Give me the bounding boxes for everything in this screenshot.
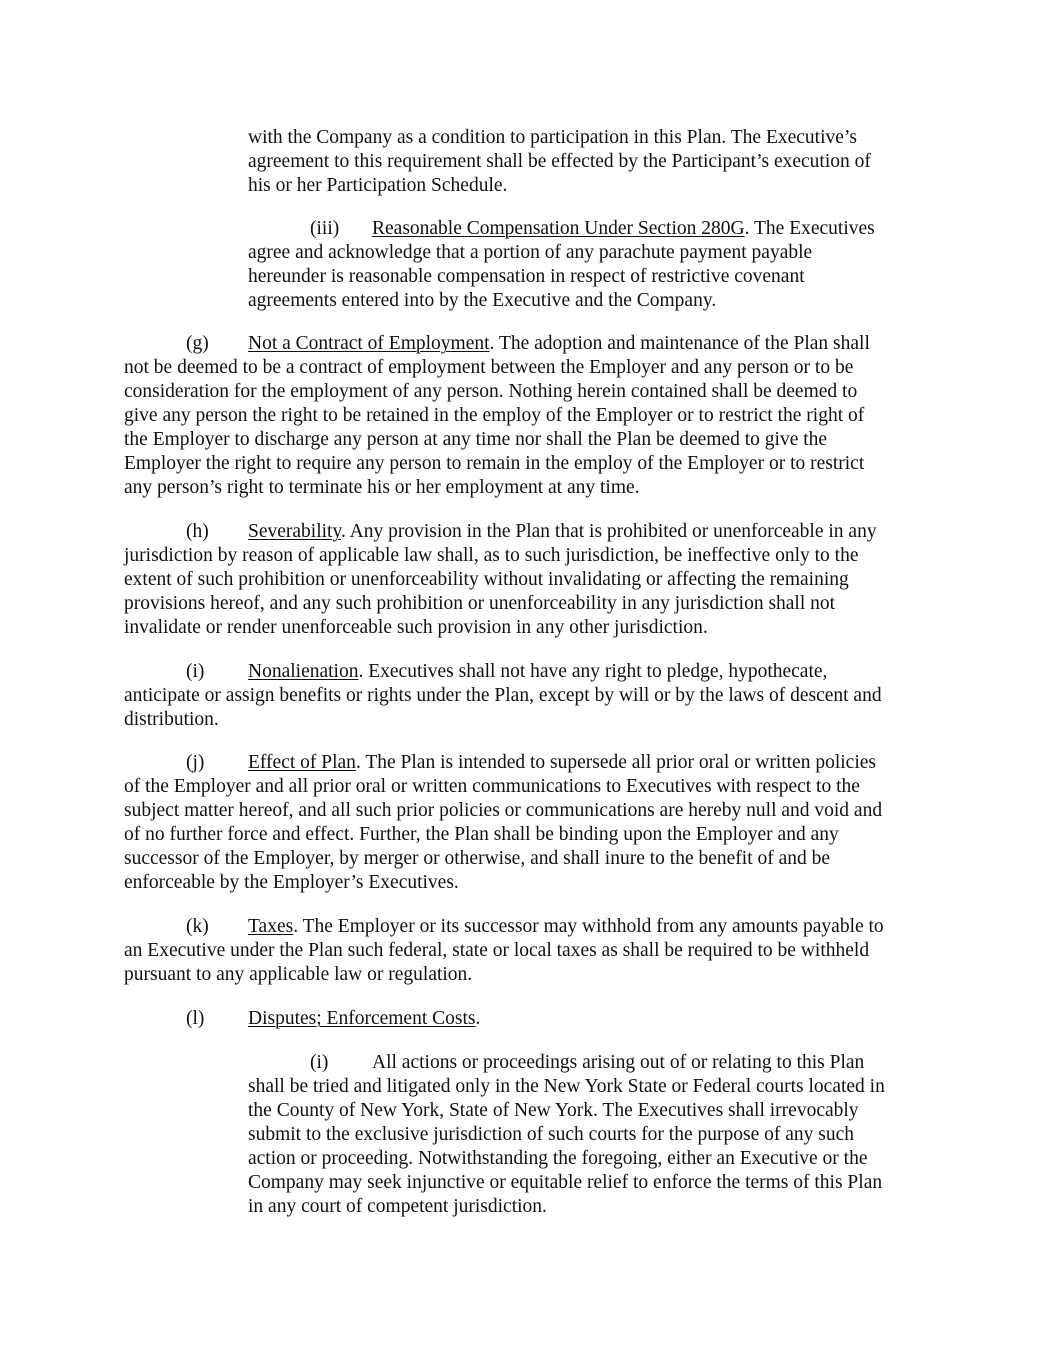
text-line bbox=[124, 332, 934, 356]
text-run: . The Employer or its successor may withhold from any amounts payable to bbox=[293, 916, 884, 937]
text-line: invalidate or render unenforceable such provision in any other jurisdiction. bbox=[124, 617, 708, 638]
paragraph-number: (g) bbox=[186, 333, 209, 354]
paragraph-iii bbox=[248, 217, 938, 313]
text-line: pursuant to any applicable law or regulation. bbox=[124, 964, 473, 985]
text-line bbox=[124, 660, 934, 684]
text-run: . Any provision in the Plan that is prohibited or unenforceable in any bbox=[340, 521, 877, 542]
text-line: the Employer to discharge any person at any time nor shall the Plan be deemed to give the bbox=[124, 429, 828, 450]
paragraph-number: (h) bbox=[186, 521, 209, 542]
text-line: not be deemed to be a contract of employment between the Employer and any person or to be bbox=[124, 357, 854, 378]
text-line: agreements entered into by the Executive and the Company. bbox=[248, 290, 717, 311]
text-line: jurisdiction by reason of applicable law shall, as to such jurisdiction, be ineffective only to the bbox=[124, 545, 859, 566]
paragraph-h bbox=[124, 520, 934, 640]
paragraph-g bbox=[124, 332, 934, 500]
text-line: Company may seek injunctive or equitable relief to enforce the terms of this Plan bbox=[248, 1172, 883, 1193]
text-line bbox=[248, 217, 938, 241]
text-line: provisions hereof, and any such prohibition or unenforceability in any jurisdiction shall not bbox=[124, 593, 836, 614]
text-line: action or proceeding. Notwithstanding the foregoing, either an Executive or the bbox=[248, 1148, 868, 1169]
text-line: hereunder is reasonable compensation in respect of restrictive covenant bbox=[248, 266, 805, 287]
text-line: submit to the exclusive jurisdiction of such courts for the purpose of any such bbox=[248, 1124, 855, 1145]
text-run: . The adoption and maintenance of the Plan shall bbox=[489, 333, 870, 354]
text-line: in any court of competent jurisdiction. bbox=[248, 1196, 547, 1217]
text-line bbox=[124, 915, 934, 939]
text-line: agreement to this requirement shall be effected by the Participant’s execution of bbox=[248, 151, 871, 172]
text-line: of the Employer and all prior oral or written communications to Executives with respect to the bbox=[124, 776, 860, 797]
text-line: Employer the right to require any person to remain in the employ of the Employer or to restrict bbox=[124, 453, 865, 474]
text-line: shall be tried and litigated only in the New York State or Federal courts located in bbox=[248, 1076, 885, 1097]
section-heading: Severability bbox=[248, 521, 341, 542]
section-heading: Effect of Plan bbox=[248, 752, 356, 773]
paragraph-number: (j) bbox=[186, 752, 205, 773]
text-line: successor of the Employer, by merger or otherwise, and shall inure to the benefit of and be bbox=[124, 848, 831, 869]
text-line: consideration for the employment of any person. Nothing herein contained shall be deemed to bbox=[124, 381, 858, 402]
text-line: his or her Participation Schedule. bbox=[248, 175, 508, 196]
text-line: an Executive under the Plan such federal, state or local taxes as shall be required to be withheld bbox=[124, 940, 870, 961]
text-line: distribution. bbox=[124, 709, 219, 730]
paragraph-j bbox=[124, 751, 934, 895]
text-line bbox=[124, 520, 934, 544]
text-run: All actions or proceedings arising out of or relating to this Plan bbox=[372, 1052, 865, 1073]
text-line: agree and acknowledge that a portion of any parachute payment payable bbox=[248, 242, 813, 263]
paragraph-number: (i) bbox=[186, 661, 205, 682]
paragraph-i bbox=[124, 660, 934, 732]
text-line: any person’s right to terminate his or her employment at any time. bbox=[124, 477, 640, 498]
paragraph-number: (iii) bbox=[310, 218, 340, 239]
section-heading: Not a Contract of Employment bbox=[248, 333, 490, 354]
text-run: . The Plan is intended to supersede all prior oral or written policies bbox=[355, 752, 876, 773]
paragraph-number: (k) bbox=[186, 916, 209, 937]
paragraph-continued bbox=[248, 126, 938, 198]
text-line: with the Company as a condition to participation in this Plan. The Executive’s bbox=[248, 127, 857, 148]
paragraph-number: (i) bbox=[310, 1052, 329, 1073]
paragraph-l bbox=[124, 1007, 934, 1031]
text-run: . bbox=[475, 1008, 481, 1029]
section-heading: Disputes; Enforcement Costs bbox=[248, 1008, 476, 1029]
section-heading: Nonalienation bbox=[248, 661, 359, 682]
text-line: anticipate or assign benefits or rights under the Plan, except by will or by the laws of descent and bbox=[124, 685, 882, 706]
text-line: enforceable by the Employer’s Executives. bbox=[124, 872, 459, 893]
text-line bbox=[124, 1007, 934, 1031]
text-line: give any person the right to be retained in the employ of the Employer or to restrict the right of bbox=[124, 405, 865, 426]
text-line: the County of New York, State of New York. The Executives shall irrevocably bbox=[248, 1100, 859, 1121]
text-run: . The Executives bbox=[744, 218, 875, 239]
text-line: extent of such prohibition or unenforceability without invalidating or affecting the remaining bbox=[124, 569, 849, 590]
paragraph-number: (l) bbox=[186, 1008, 205, 1029]
paragraph-k bbox=[124, 915, 934, 987]
text-line bbox=[124, 751, 934, 775]
text-line: of no further force and effect. Further, the Plan shall be binding upon the Employer and any bbox=[124, 824, 839, 845]
text-line bbox=[248, 1051, 938, 1075]
section-heading: Reasonable Compensation Under Section 280G bbox=[372, 218, 745, 239]
section-heading: Taxes bbox=[248, 916, 294, 937]
text-run: . Executives shall not have any right to pledge, hypothecate, bbox=[358, 661, 828, 682]
text-line: subject matter hereof, and all such prior policies or communications are hereby null and void and bbox=[124, 800, 883, 821]
paragraph-l-i bbox=[248, 1051, 938, 1219]
